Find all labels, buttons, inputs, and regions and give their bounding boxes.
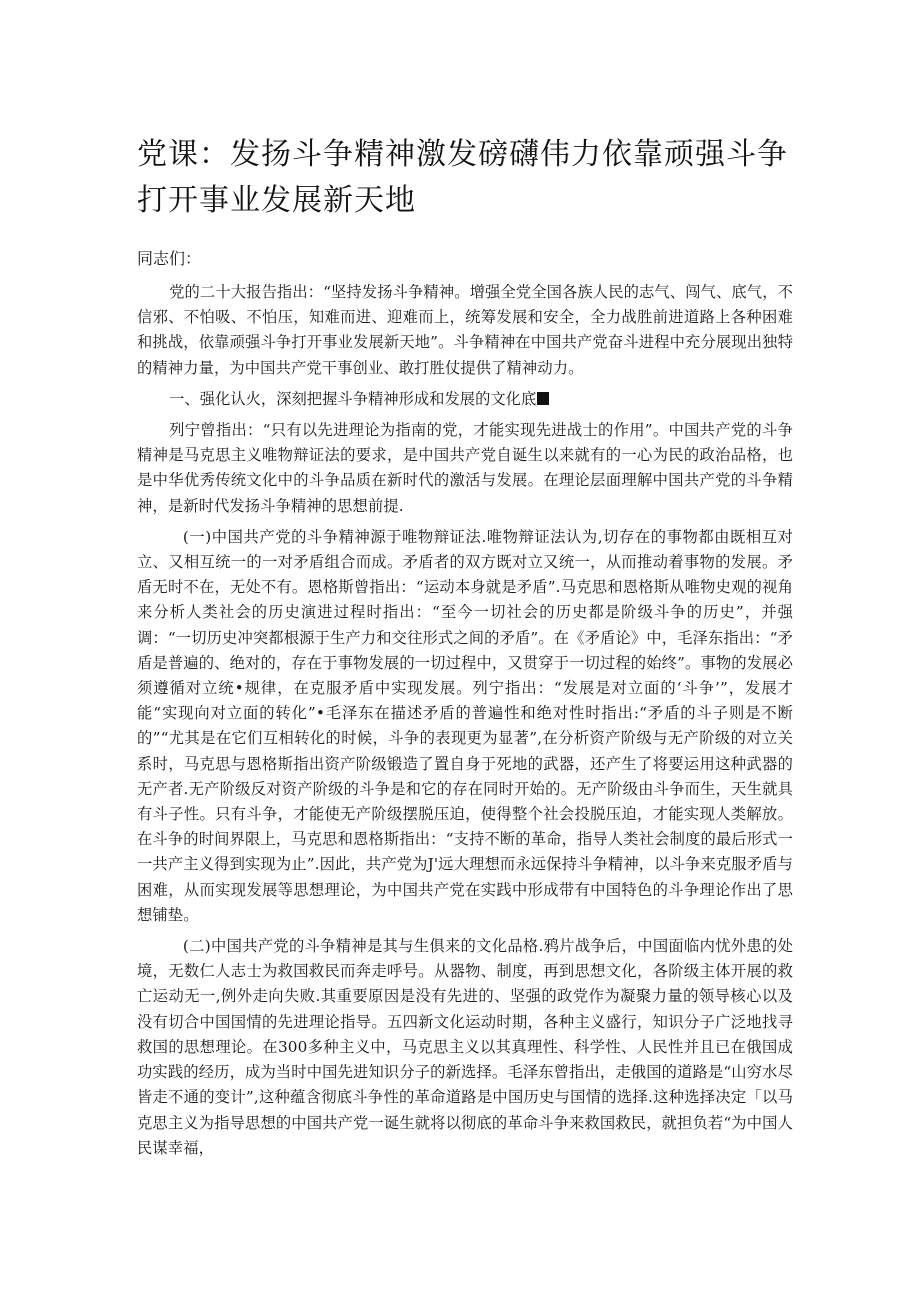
salutation: 同志们： bbox=[137, 249, 202, 268]
paragraph-intro: 党的二十大报告指出：“坚持发扬斗争精神。增强全党全国各族人民的志气、闯气、底气，不信邪、不怕吸、不怕压，知难而进、迎难而上，统筹发展和安全，全力战胜前进道路上各种困难和挑战，依靠顽强斗争打开事业发展新天地”。斗争精神在中国共产党奋斗进程中充分展现出独特的精神力量，为中国共产党干事创业、敢打胜仗提供了精神动力。 bbox=[137, 283, 793, 377]
section-heading-text: 一、强化认火，深刻把握斗争精神形成和发展的文化底 bbox=[169, 389, 537, 408]
paragraph-subsection-1: (一)中国共产党的斗争精神源于唯物辩证法.唯物辩证法认为,切存在的事物都由既相互对立、又相互统一的一对矛盾组合而成。矛盾者的双方既对立又统一，从而推动着事物的发展。矛盾无时不在，无处不有。恩格斯曾指出：“运动本身就是矛盾”.马克思和恩格斯从唯物史观的视角来分析人类社会的历史演进过程时指出：“至今一切社会的历史都是阶级斗争的历史”，并强调：“一切历史冲突都根源于生产力和交往形式之间的矛盾”。在《矛盾论》中，毛泽东指出：“矛盾是普遍的、绝对的，存在于事物发展的一切过程中，又贯穿于一切过程的始终”。事物的发展必须遵循对立统•规律，在克服矛盾中实现发展。列宁指出：“发展是对立面的‘斗争’”，发展才能“实现向对立面的转化”•毛泽东在描述矛盾的普遍性和绝对性时指出:“矛盾的斗子则是不断的”“尤其是在它们互相转化的时候，斗争的表现更为显著”,在分析资产阶级与无产阶级的对立关系时，马克思与恩格斯指出资产阶级锻造了置自身于死地的武器，还产生了将要运用这种武器的无产者.无产阶级反对资产阶级的斗争是和它的存在同时开始的。无产阶级由斗争而生，天生就具有斗子性。只有斗争，才能使无产阶级摆脱压迫，使得整个社会投脱压迫，才能实现人类解放。在斗争的时间界限上，马克思和恩格斯指出：“支持不断的革命，指导人类社会制度的最后形式一一共产主义得到实现为止”.因此，共产党为J'远大理想而永远保持斗争精神，以斗争来克服矛盾与困难，从而实现发展等思想理论，为中国共产党在实践中形成带有中国特色的斗争理论作出了思想铺垫。 bbox=[137, 527, 793, 924]
section-heading-1 bbox=[137, 387, 793, 412]
paragraph-lenin: 列宁曾指出：“只有以先进理论为指南的党，才能实现先进战士的作用”。中国共产党的斗争精神是马克思主义唯物辩证法的要求，是中国共产党自诞生以来就有的一心为民的政治品格，也是中华优秀传统文化中的斗争品质在新时代的激活与发展。在理论层面理解中国共产党的斗争精神，是新时代发扬斗争精神的思想前提. bbox=[137, 421, 793, 515]
paragraph-subsection-2: (二)中国共产党的斗争精神是其与生俱来的文化品格.鸦片战争后，中国面临内忧外患的处境，无数仁人志士为救国救民而奔走呼号。从器物、制度，再到思想文化，各阶级主体开展的救亡运动无一,例外走向失败.其重要原因是没有先进的、坚强的政党作为凝聚力量的领导核心以及没有切合中国国情的先进理论指导。五四新文化运动时期，各种主义盛行，知识分子广泛地找寻救国的思想理论。在300多种主义中，马克思主义以其真理性、科学性、人民性并且已在俄国成功实践的经历，成为当时中国先进知识分子的新选择。毛泽东曾指出，走俄国的道路是“山穷水尽皆走不通的变计”,这种蕴含彻底斗争性的革命道路是中国历史与国情的选择.这种选择决定「以马克思主义为指导思想的中国共产党一诞生就将以彻底的革命斗争来救国救民，就担负若“为中国人民谋幸福， bbox=[137, 937, 793, 1157]
document-title: 党课：发扬斗争精神激发磅礴伟力依靠顽强斗争打开事业发展新天地 bbox=[137, 137, 788, 218]
black-square-glyph bbox=[537, 392, 549, 405]
document-page bbox=[137, 132, 793, 1167]
